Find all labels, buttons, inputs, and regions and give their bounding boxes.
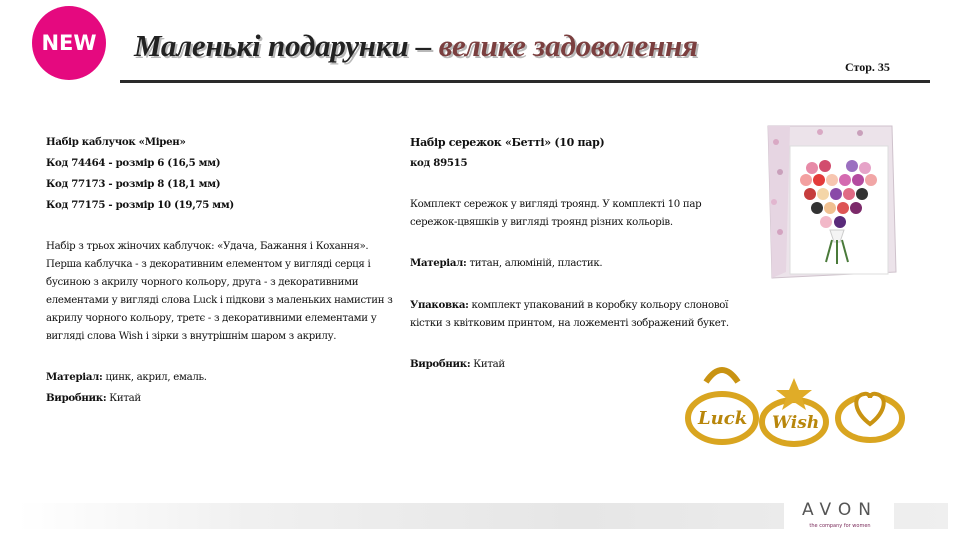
header-divider — [120, 80, 930, 83]
rings-maker-value: Китай — [106, 393, 141, 404]
earrings-material — [410, 253, 730, 274]
avon-tagline: the company for women — [809, 523, 871, 529]
wish-ring-icon — [762, 378, 826, 444]
earrings-maker-label: Виробник: — [410, 358, 471, 370]
luck-ring-icon — [688, 370, 756, 442]
rings-product-name: Набір каблучок «Мірен» — [46, 136, 186, 148]
earrings-packaging — [410, 296, 730, 333]
rings-code-line: Код 74464 - розмір 6 (16,5 мм) — [46, 157, 221, 169]
rings-code-line: Код 77175 - розмір 10 (19,75 мм) — [46, 199, 234, 211]
earrings-packaging-value: комплект упакований в коробку кольору слонової кістки з квітковим принтом, на ложементі зображений букет. — [410, 300, 729, 329]
earrings-product-name: Набір сережок «Бетті» (10 пар) — [410, 136, 605, 149]
rings-code-line: Код 77173 - розмір 8 (18,1 мм) — [46, 178, 221, 190]
rings-material-label: Матеріал: — [46, 371, 103, 383]
earrings-packaging-label: Упаковка: — [410, 299, 469, 311]
new-badge — [32, 6, 106, 80]
rings-description: Набір з трьох жіночих каблучок: «Удача, Бажання і Кохання». Перша каблучка - з декоративним елементом у вигляді серця і бусиною з акрилу чорного кольору, друга - з декоративними елементами у вигляді слова Luck і підкови з маленьких намистин з акрилу чорного кольору, третє - з декоративними елементами у вигляді слова Wish і зірки з внутрішнім шаром з акрилу. — [46, 241, 393, 342]
earrings-maker-value: Китай — [470, 359, 505, 370]
rings-set-image — [676, 362, 916, 452]
rings-maker — [46, 388, 396, 409]
rings-material — [46, 367, 396, 388]
svg-text:Wish: Wish — [772, 413, 820, 433]
page-title-main: Маленькі подарунки – — [134, 28, 439, 63]
page-number: Стор. 35 — [845, 60, 890, 74]
heart-ring-icon — [838, 394, 902, 440]
rings-product-column — [46, 132, 396, 409]
earrings-material-value: титан, алюміній, пластик. — [466, 258, 603, 269]
rings-material-value: цинк, акрил, емаль. — [102, 372, 207, 383]
earrings-code: код 89515 — [410, 157, 468, 169]
earrings-product-column — [410, 132, 730, 375]
rings-maker-label: Виробник: — [46, 392, 107, 404]
page-title — [134, 28, 698, 64]
earrings-material-label: Матеріал: — [410, 257, 467, 269]
svg-text:Luck: Luck — [698, 408, 748, 429]
new-badge-label: NEW — [41, 31, 97, 55]
earrings-box-image — [760, 122, 900, 282]
earrings-description: Комплект сережок у вигляді троянд. У комплекті 10 пар сережок-цвяшків у вигляді троянд різних кольорів. — [410, 199, 702, 228]
page-title-accent: велике задоволення — [438, 28, 698, 63]
avon-logo: AVON — [802, 500, 878, 520]
